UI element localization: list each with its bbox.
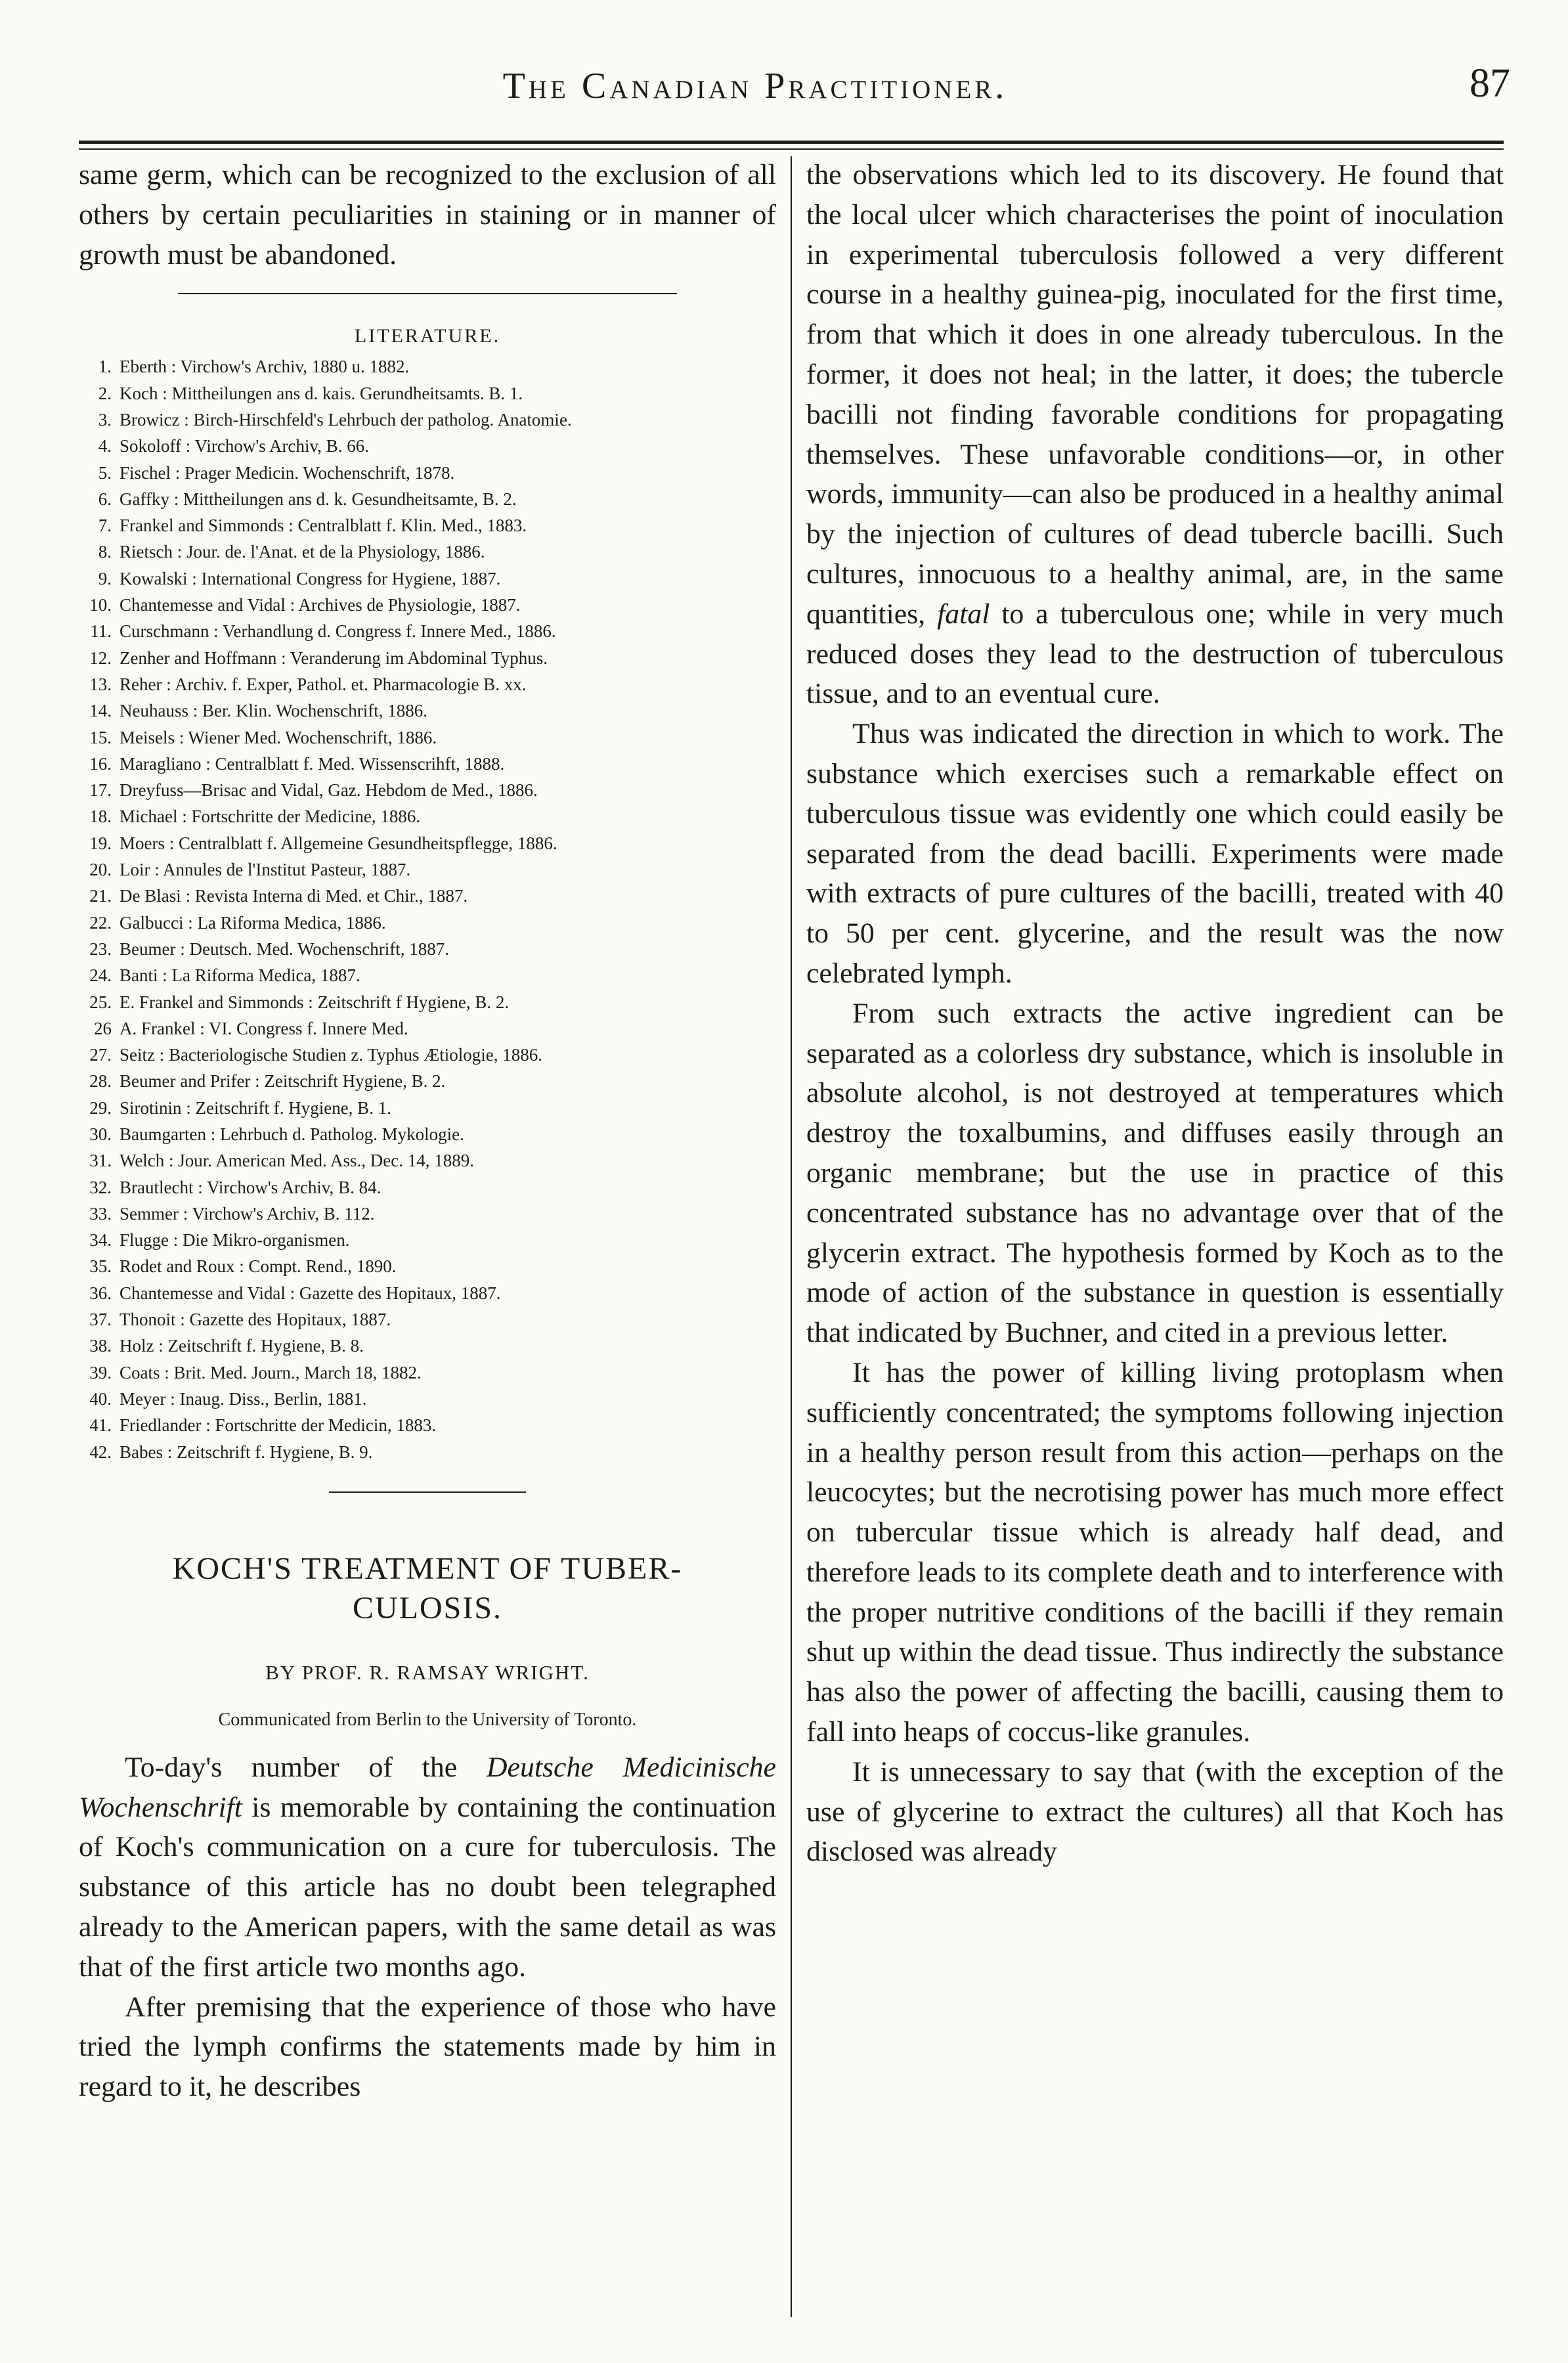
reference-number: 27. <box>89 1045 112 1065</box>
reference-text: Beumer : Deutsch. Med. Wochenschrift, 1887. <box>120 939 449 959</box>
reference-number: 41. <box>89 1415 112 1436</box>
reference-text: Galbucci : La Riforma Medica, 1886. <box>120 912 386 933</box>
reference-text: Reher : Archiv. f. Exper, Pathol. et. Pharmacologie B. xx. <box>120 674 527 694</box>
reference-text: Maragliano : Centralblatt f. Med. Wissenscrihft, 1888. <box>120 753 505 774</box>
running-header-title: The Canadian Practitioner. <box>502 66 1008 106</box>
article-paragraph-2: After premising that the experience of those who have tried the lymph confirms the statements made by him in regard to it, he describes <box>79 1991 776 2103</box>
article-paragraph-1-start: To-day's number of the <box>125 1751 487 1783</box>
reference-item <box>79 618 776 644</box>
reference-text: Michael : Fortschritte der Medicine, 1886. <box>120 806 421 827</box>
reference-item <box>79 989 776 1015</box>
reference-number: 33. <box>89 1203 112 1224</box>
reference-item <box>79 592 776 618</box>
reference-text: Loir : Annules de l'Institut Pasteur, 1887. <box>120 860 411 880</box>
reference-number: 12. <box>89 648 112 668</box>
article-rule <box>329 1491 526 1493</box>
article-title-line-2: CULOSIS. <box>352 1590 503 1625</box>
reference-item <box>79 803 776 829</box>
reference-number: 19. <box>89 833 112 853</box>
reference-text: Babes : Zeitschrift f. Hygiene, B. 9. <box>120 1442 373 1462</box>
article-body <box>79 1748 776 2107</box>
reference-number: 42. <box>89 1442 112 1462</box>
reference-text: Rietsch : Jour. de. l'Anat. et de la Physiology, 1886. <box>120 542 485 562</box>
right-paragraph-1-rest: to a tuberculous one; while in very much reduced doses they lead to the destruction of tuberculous tissue, and to an eventual cure. <box>806 598 1504 710</box>
reference-item <box>79 1359 776 1386</box>
reference-text: Chantemesse and Vidal : Archives de Physiologie, 1887. <box>120 595 521 615</box>
reference-item <box>79 1412 776 1438</box>
reference-number: 38. <box>89 1336 112 1356</box>
reference-text: Dreyfuss—Brisac and Vidal, Gaz. Hebdom de Med., 1886. <box>120 780 538 801</box>
reference-number: 11. <box>90 621 112 642</box>
article-title-line-1: KOCH'S TREATMENT OF TUBER- <box>172 1551 683 1586</box>
reference-number: 40. <box>89 1388 112 1409</box>
reference-text: Banti : La Riforma Medica, 1887. <box>120 965 360 986</box>
reference-number: 28. <box>89 1071 112 1092</box>
reference-number: 14. <box>89 701 112 721</box>
reference-item <box>79 380 776 407</box>
reference-item <box>79 724 776 751</box>
reference-text: Holz : Zeitschrift f. Hygiene, B. 8. <box>120 1336 364 1356</box>
reference-number: 6. <box>98 489 112 509</box>
reference-item <box>79 1201 776 1227</box>
right-paragraph-2: Thus was indicated the direction in which to work. The substance which exercises such a remarkable effect on tuberculous tissue was evidently one which could easily be separated from the dead bacilli. Experiments were made with extracts of pure cultures of the bacilli, treated with 40 to 50 per cent. glycerine, and the result was the now celebrated lymph. <box>806 718 1504 989</box>
reference-number: 22. <box>89 912 112 933</box>
literature-heading: LITERATURE. <box>354 325 501 347</box>
column-divider <box>791 156 792 2317</box>
reference-item <box>79 353 776 380</box>
reference-item <box>79 1042 776 1068</box>
reference-text: Chantemesse and Vidal : Gazette des Hopitaux, 1887. <box>120 1283 501 1303</box>
reference-text: Koch : Mittheilungen ans d. kais. Gerundheitsamts. B. 1. <box>120 383 523 403</box>
reference-number: 1. <box>98 357 112 377</box>
reference-number: 36. <box>89 1283 112 1303</box>
reference-text: Zenher and Hoffmann : Veranderung im Abdominal Typhus. <box>120 648 548 668</box>
reference-number: 34. <box>89 1230 112 1250</box>
reference-text: Browicz : Birch-Hirschfeld's Lehrbuch der patholog. Anatomie. <box>120 409 572 430</box>
reference-item <box>79 512 776 539</box>
reference-text: Semmer : Virchow's Archiv, B. 112. <box>120 1203 375 1224</box>
reference-item <box>79 645 776 671</box>
reference-item <box>79 407 776 433</box>
section-rule <box>178 293 677 294</box>
reference-item <box>79 1333 776 1359</box>
reference-number: 4. <box>98 436 112 456</box>
reference-item <box>79 1386 776 1412</box>
right-paragraph-4: It has the power of killing living protoplasm when sufficiently concentrated; the symptoms following injection in a healthy person result from this action—perhaps on the leucocytes; but the necrotising power has much more effect on tubercular tissue which is already half dead, and therefore leads to its complete death and to interference with the proper nutritive conditions of the bacilli if they remain shut up within the dead tissue. Thus indirectly the substance has also the power of affecting the bacilli, causing them to fall into heaps of coccus-like granules. <box>806 1356 1504 1748</box>
reference-item <box>79 539 776 565</box>
reference-number: 2. <box>98 383 112 403</box>
reference-item <box>79 1306 776 1333</box>
reference-item <box>79 671 776 697</box>
reference-number: 24. <box>89 965 112 986</box>
reference-item <box>79 565 776 592</box>
article-title <box>79 1549 776 1628</box>
reference-item <box>79 1121 776 1147</box>
reference-number: 31. <box>89 1151 112 1171</box>
reference-item <box>79 1174 776 1201</box>
reference-number: 16. <box>89 753 112 774</box>
reference-number: 39. <box>89 1362 112 1382</box>
reference-number: 7. <box>98 516 112 536</box>
right-paragraph-3: From such extracts the active ingredient can be separated as a colorless dry substance, which is insoluble in absolute alcohol, is not destroyed at temperatures which destroy the toxalbumins, and diffuses easily through an organic membrane; but the use in practice of this concentrated substance has no advantage over that of the glycerin extract. The hypothesis formed by Koch as to the mode of action of the substance in question is essentially that indicated by Buchner, and cited in a previous letter. <box>806 997 1504 1349</box>
reference-number: 21. <box>89 886 112 906</box>
reference-text: Coats : Brit. Med. Journ., March 18, 1882. <box>120 1362 422 1382</box>
reference-number: 3. <box>98 409 112 430</box>
reference-number: 10. <box>89 595 112 615</box>
reference-number: 15. <box>89 727 112 747</box>
reference-text: Neuhauss : Ber. Klin. Wochenschrift, 1886. <box>120 701 428 721</box>
reference-text: Flugge : Die Mikro-organismen. <box>120 1230 350 1250</box>
reference-item <box>79 856 776 883</box>
reference-text: Eberth : Virchow's Archiv, 1880 u. 1882. <box>120 357 410 377</box>
reference-item <box>79 883 776 909</box>
reference-item <box>79 433 776 459</box>
reference-text: Welch : Jour. American Med. Ass., Dec. 14, 1889. <box>120 1151 474 1171</box>
emphasis-fatal: fatal <box>937 598 990 630</box>
reference-text: Beumer and Prifer : Zeitschrift Hygiene, B. 2. <box>120 1071 446 1092</box>
article-byline: BY PROF. R. RAMSAY WRIGHT. <box>265 1660 590 1684</box>
reference-number: 32. <box>89 1177 112 1197</box>
left-column <box>79 155 776 2107</box>
header-rule-thin <box>79 148 1504 150</box>
reference-text: Curschmann : Verhandlung d. Congress f. Innere Med., 1886. <box>120 621 556 642</box>
reference-number: 18. <box>89 806 112 827</box>
reference-item <box>79 936 776 962</box>
reference-item <box>79 1095 776 1121</box>
reference-item <box>79 1227 776 1253</box>
reference-item <box>79 962 776 988</box>
reference-item <box>79 697 776 724</box>
reference-item <box>79 751 776 777</box>
reference-item <box>79 1068 776 1094</box>
reference-number: 5. <box>98 462 112 483</box>
reference-item <box>79 460 776 486</box>
reference-text: Thonoit : Gazette des Hopitaux, 1887. <box>120 1310 391 1330</box>
reference-text: Meyer : Inaug. Diss., Berlin, 1881. <box>120 1388 367 1409</box>
right-paragraph-1-start: the observations which led to its discovery. He found that the local ulcer which characterises the point of inoculation in experimental tuberculosis followed a very different course in a healthy guinea-pig, inoculated for the first time, from that which it does in one already tuberculous. In the former, it does not heal; in the latter, it does; the tubercle bacilli not finding favorable conditions for propagating themselves. These unfavorable conditions—or, in other words, immunity—can also be produced in a healthy animal by the injection of cultures of dead tubercle bacilli. Such cultures, innocuous to a healthy animal, are, in the same quantities, <box>806 159 1504 630</box>
reference-number: 8. <box>98 542 112 562</box>
reference-item <box>79 1280 776 1306</box>
right-paragraph-1 <box>806 155 1504 714</box>
reference-text: E. Frankel and Simmonds : Zeitschrift f Hygiene, B. 2. <box>120 992 510 1012</box>
reference-item <box>79 777 776 803</box>
article-communicated-note: Communicated from Berlin to the University of Toronto. <box>218 1709 637 1730</box>
reference-text: Sokoloff : Virchow's Archiv, B. 66. <box>120 436 369 456</box>
reference-number: 37. <box>89 1310 112 1330</box>
reference-number: 9. <box>98 568 112 588</box>
reference-item <box>79 486 776 512</box>
reference-text: Brautlecht : Virchow's Archiv, B. 84. <box>120 1177 381 1197</box>
reference-number: 20. <box>89 860 112 880</box>
reference-number: 29. <box>89 1097 112 1118</box>
reference-text: Frankel and Simmonds : Centralblatt f. Klin. Med., 1883. <box>120 516 527 536</box>
article-paragraph-1-rest: is memorable by containing the continuation of Koch's communication on a cure for tuberculosis. The substance of this article has no doubt been telegraphed already to the American papers, with the same detail as was that of the first article two months ago. <box>79 1791 776 1983</box>
reference-text: Seitz : Bacteriologische Studien z. Typhus Ætiologie, 1886. <box>120 1045 543 1065</box>
reference-number: 17. <box>89 780 112 801</box>
reference-text: Kowalski : International Congress for Hygiene, 1887. <box>120 568 501 588</box>
article-paragraph-1 <box>79 1748 776 1987</box>
reference-number: 23. <box>89 939 112 959</box>
header-rule-thick <box>79 141 1504 144</box>
reference-number: 30. <box>89 1124 112 1144</box>
reference-text: Gaffky : Mittheilungen ans d. k. Gesundheitsamte, B. 2. <box>120 489 517 509</box>
reference-number: 26 <box>94 1018 112 1038</box>
reference-number: 35. <box>89 1256 112 1277</box>
right-column <box>806 155 1504 1872</box>
reference-number: 13. <box>89 674 112 694</box>
literature-list <box>79 353 776 1465</box>
reference-text: Baumgarten : Lehrbuch d. Patholog. Mykologie. <box>120 1124 464 1144</box>
reference-text: Friedlander : Fortschritte der Medicin, 1883. <box>120 1415 437 1436</box>
reference-item <box>79 1147 776 1174</box>
reference-item <box>79 830 776 856</box>
reference-text: A. Frankel : VI. Congress f. Innere Med. <box>120 1018 408 1038</box>
page-number: 87 <box>1470 61 1510 106</box>
reference-text: Moers : Centralblatt f. Allgemeine Gesundheitspflegge, 1886. <box>120 833 557 853</box>
continuation-paragraph: same germ, which can be recognized to the exclusion of all others by certain peculiarities in staining or in manner of growth must be abandoned. <box>79 159 776 271</box>
reference-number: 25. <box>89 992 112 1012</box>
journal-name: Deutsche Medicinische Wochenschrift <box>79 1751 777 1823</box>
reference-item <box>79 1253 776 1279</box>
right-paragraph-5: It is unnecessary to say that (with the exception of the use of glycerine to extract the cultures) all that Koch has disclosed was already <box>806 1756 1504 1868</box>
reference-item <box>79 910 776 936</box>
reference-item <box>79 1015 776 1042</box>
reference-text: Fischel : Prager Medicin. Wochenschrift, 1878. <box>120 462 455 483</box>
reference-text: Sirotinin : Zeitschrift f. Hygiene, B. 1. <box>120 1097 391 1118</box>
reference-item <box>79 1439 776 1465</box>
reference-text: Rodet and Roux : Compt. Rend., 1890. <box>120 1256 397 1277</box>
reference-text: Meisels : Wiener Med. Wochenschrift, 1886. <box>120 727 437 747</box>
reference-text: De Blasi : Revista Interna di Med. et Chir., 1887. <box>120 886 468 906</box>
